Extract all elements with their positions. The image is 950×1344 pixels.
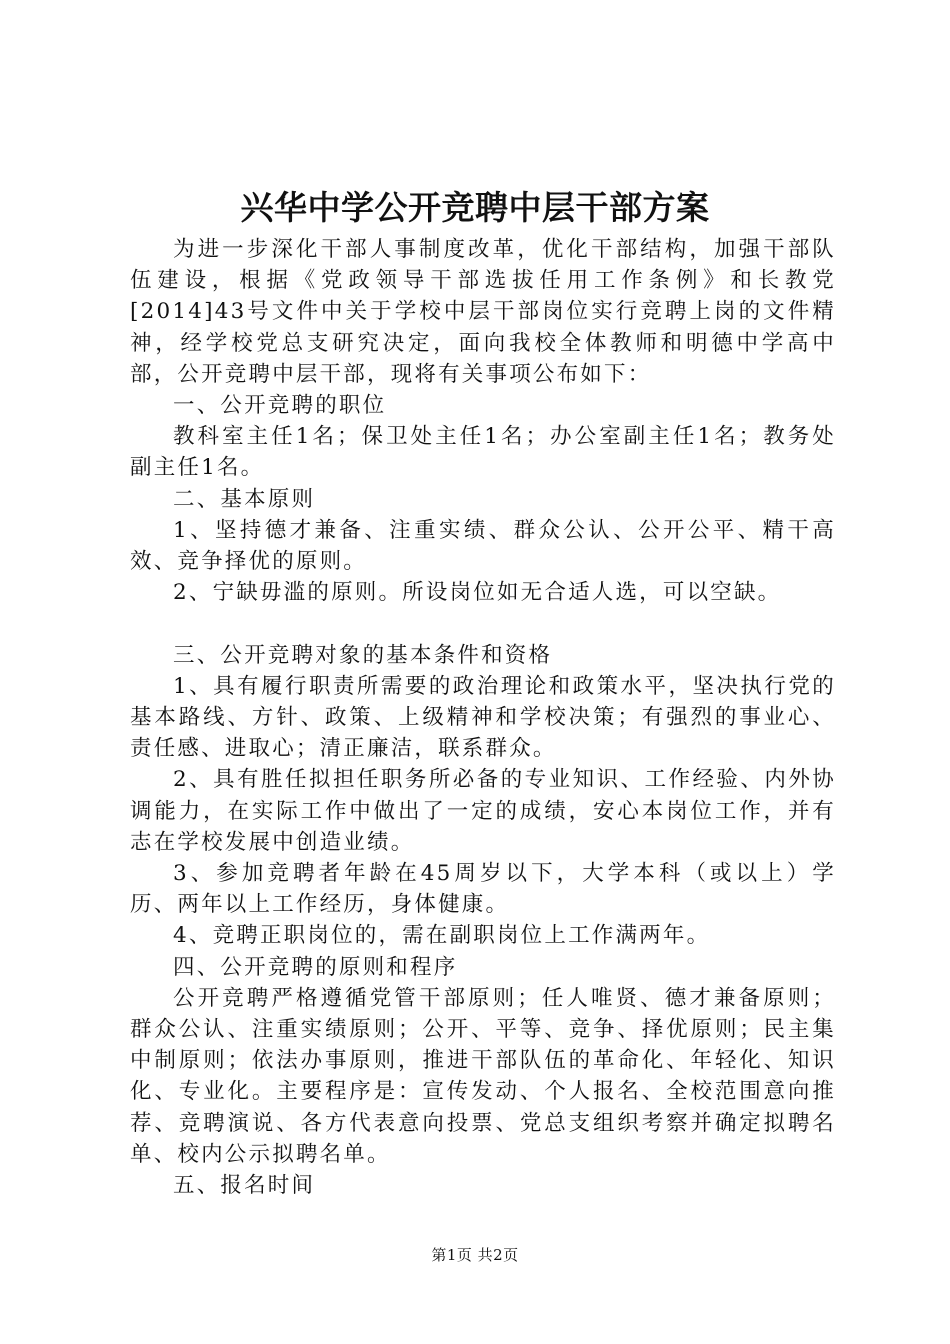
intro-paragraph: 为进一步深化干部人事制度改革，优化干部结构，加强干部队伍建设，根据《党政领导干部选拔任用工作条例》和长教党[2014]43号文件中关于学校中层干部岗位实行竞聘上岗的文件精神，经学校党总支研究决定，面向我校全体教师和明德中学高中部，公开竞聘中层干部，现将有关事项公布如下： bbox=[130, 237, 836, 387]
section-heading-procedure: 四、公开竞聘的原则和程序 bbox=[173, 954, 458, 980]
section-heading-registration: 五、报名时间 bbox=[173, 1173, 316, 1199]
paragraph-spacer bbox=[130, 608, 836, 639]
qualification-item-4: 4、竞聘正职岗位的，需在副职岗位上工作满两年。 bbox=[173, 923, 711, 949]
principle-item-2: 2、宁缺毋滥的原则。所设岗位如无合适人选，可以空缺。 bbox=[173, 580, 782, 606]
section-heading-positions: 一、公开竞聘的职位 bbox=[173, 393, 387, 419]
qualification-item-1: 1、具有履行职责所需要的政治理论和政策水平，坚决执行党的基本路线、方针、政策、上级精神和学校决策；有强烈的事业心、责任感、进取心；清正廉洁，联系群众。 bbox=[130, 673, 836, 762]
qualification-item-3: 3、参加竞聘者年龄在45周岁以下，大学本科（或以上）学历、两年以上工作经历，身体健康。 bbox=[130, 861, 836, 918]
section-heading-qualifications: 三、公开竞聘对象的基本条件和资格 bbox=[173, 642, 553, 668]
procedure-paragraph: 公开竞聘严格遵循党管干部原则；任人唯贤、德才兼备原则；群众公认、注重实绩原则；公开、平等、竞争、择优原则；民主集中制原则；依法办事原则，推进干部队伍的革命化、年轻化、知识化、专业化。主要程序是：宣传发动、个人报名、全校范围意向推荐、竞聘演说、各方代表意向投票、党总支组织考察并确定拟聘名单、校内公示拟聘名单。 bbox=[130, 985, 836, 1167]
document-title: 兴华中学公开竞聘中层干部方案 bbox=[240, 188, 710, 227]
document-body bbox=[130, 234, 836, 1201]
qualification-item-2: 2、具有胜任拟担任职务所必备的专业知识、工作经验、内外协调能力，在实际工作中做出了一定的成绩，安心本岗位工作，并有志在学校发展中创造业绩。 bbox=[130, 767, 836, 855]
positions-paragraph: 教科室主任1名；保卫处主任1名；办公室副主任1名；教务处副主任1名。 bbox=[130, 424, 836, 481]
section-heading-principles: 二、基本原则 bbox=[173, 486, 316, 512]
principle-item-1: 1、坚持德才兼备、注重实绩、群众公认、公开公平、精干高效、竞争择优的原则。 bbox=[130, 517, 836, 575]
page-footer: 第1页 共2页 bbox=[431, 1246, 519, 1264]
